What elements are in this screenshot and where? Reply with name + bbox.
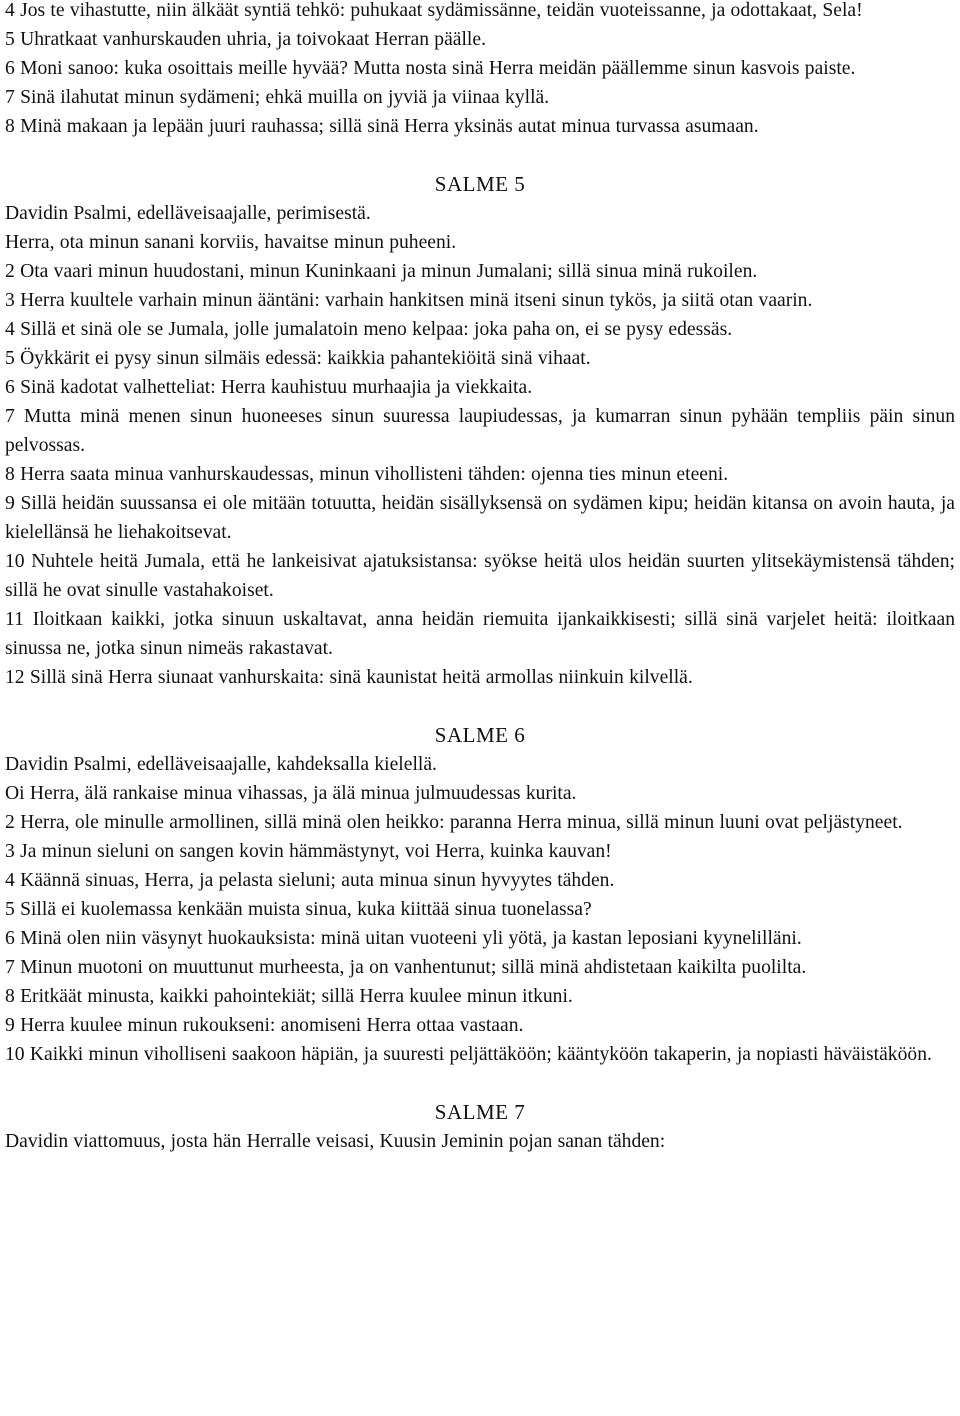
section-spacer bbox=[5, 141, 955, 170]
verse: 6 Moni sanoo: kuka osoittais meille hyvää? Mutta nosta sinä Herra meidän päällemme sinun kasvois paiste. bbox=[5, 58, 856, 79]
verse: 12 Sillä sinä Herra siunaat vanhurskaita: sinä kaunistat heitä armollas niinkuin kilvellä. bbox=[5, 667, 693, 688]
section-spacer bbox=[5, 692, 955, 721]
verse: Herra, ota minun sanani korviis, havaitse minun puheeni. bbox=[5, 232, 457, 253]
verse: 11 Iloitkaan kaikki, jotka sinuun uskaltavat, anna heidän riemuita ijankaikkisesti; sillä sinä varjelet heitä: iloitkaan sinussa ne, jotka sinun nimeäs rakastavat. bbox=[5, 609, 955, 659]
verse: 3 Ja minun sieluni on sangen kovin hämmästynyt, voi Herra, kuinka kauvan! bbox=[5, 841, 612, 862]
verse: 8 Eritkäät minusta, kaikki pahointekiät; sillä Herra kuulee minun itkuni. bbox=[5, 986, 573, 1007]
verse: 4 Jos te vihastutte, niin älkäät syntiä tehkö: puhukaat sydämissänne, teidän vuoteissanne, ja odottakaat, Sela! bbox=[5, 0, 863, 21]
psalm-superscription: Davidin Psalmi, edelläveisaajalle, kahdeksalla kielellä. bbox=[5, 754, 437, 775]
verse: 7 Sinä ilahutat minun sydämeni; ehkä muilla on jyviä ja viinaa kyllä. bbox=[5, 87, 550, 108]
verse: 4 Käännä sinuas, Herra, ja pelasta sieluni; auta minua sinun hyvyytes tähden. bbox=[5, 870, 615, 891]
verse: 5 Öykkärit ei pysy sinun silmäis edessä: kaikkia pahantekiöitä sinä vihaat. bbox=[5, 348, 591, 369]
verse: 6 Minä olen niin väsynyt huokauksista: minä uitan vuoteeni yli yötä, ja kastan leposiani kyynelilläni. bbox=[5, 928, 802, 949]
psalm-heading: SALME 6 bbox=[434, 723, 526, 747]
verse: 9 Sillä heidän suussansa ei ole mitään totuutta, heidän sisällyksensä on sydämen kipu; heidän kitansa on avoin hauta, ja kielellänsä he liehakoitsevat. bbox=[5, 493, 955, 543]
verse: 7 Minun muotoni on muuttunut murheesta, ja on vanhentunut; sillä minä ahdistetaan kaikilta puolilta. bbox=[5, 957, 807, 978]
verse: 10 Nuhtele heitä Jumala, että he lankeisivat ajatuksistansa: syökse heitä ulos heidän suurten ylitsekäymistensä tähden; sillä he ovat sinulle vastahakoiset. bbox=[5, 551, 955, 601]
verse: 8 Herra saata minua vanhurskaudessas, minun vihollisteni tähden: ojenna ties minun eteeni. bbox=[5, 464, 729, 485]
psalm-superscription: Davidin viattomuus, josta hän Herralle veisasi, Kuusin Jeminin pojan sanan tähden: bbox=[5, 1131, 666, 1152]
verse: 2 Ota vaari minun huudostani, minun Kuninkaani ja minun Jumalani; sillä sinua minä rukoilen. bbox=[5, 261, 758, 282]
psalm-heading: SALME 7 bbox=[434, 1100, 526, 1124]
verse: 5 Uhratkaat vanhurskauden uhria, ja toivokaat Herran päälle. bbox=[5, 29, 486, 50]
verse: 7 Mutta minä menen sinun huoneeses sinun suuressa laupiudessas, ja kumarran sinun pyhään templiis päin sinun pelvossas. bbox=[5, 406, 955, 456]
verse: 10 Kaikki minun viholliseni saakoon häpiän, ja suuresti peljättäköön; kääntyköön takaperin, ja nopiasti häväistäköön. bbox=[5, 1044, 932, 1065]
verse: 8 Minä makaan ja lepään juuri rauhassa; sillä sinä Herra yksinäs autat minua turvassa asumaan. bbox=[5, 116, 759, 137]
verse: Oi Herra, älä rankaise minua vihassas, ja älä minua julmuudessas kurita. bbox=[5, 783, 577, 804]
verse: 6 Sinä kadotat valhetteliat: Herra kauhistuu murhaajia ja viekkaita. bbox=[5, 377, 533, 398]
psalm-heading: SALME 5 bbox=[434, 172, 526, 196]
verse: 3 Herra kuultele varhain minun ääntäni: varhain hankitsen minä itseni sinun tykös, ja siitä otan vaarin. bbox=[5, 290, 813, 311]
section-spacer bbox=[5, 1069, 955, 1098]
psalm-superscription: Davidin Psalmi, edelläveisaajalle, perimisestä. bbox=[5, 203, 371, 224]
verse: 5 Sillä ei kuolemassa kenkään muista sinua, kuka kiittää sinua tuonelassa? bbox=[5, 899, 592, 920]
document-page bbox=[5, 0, 955, 1156]
verse: 4 Sillä et sinä ole se Jumala, jolle jumalatoin meno kelpaa: joka paha on, ei se pysy edessäs. bbox=[5, 319, 733, 340]
verse: 9 Herra kuulee minun rukoukseni: anomiseni Herra ottaa vastaan. bbox=[5, 1015, 524, 1036]
verse: 2 Herra, ole minulle armollinen, sillä minä olen heikko: paranna Herra minua, sillä minun luuni ovat peljästyneet. bbox=[5, 812, 903, 833]
